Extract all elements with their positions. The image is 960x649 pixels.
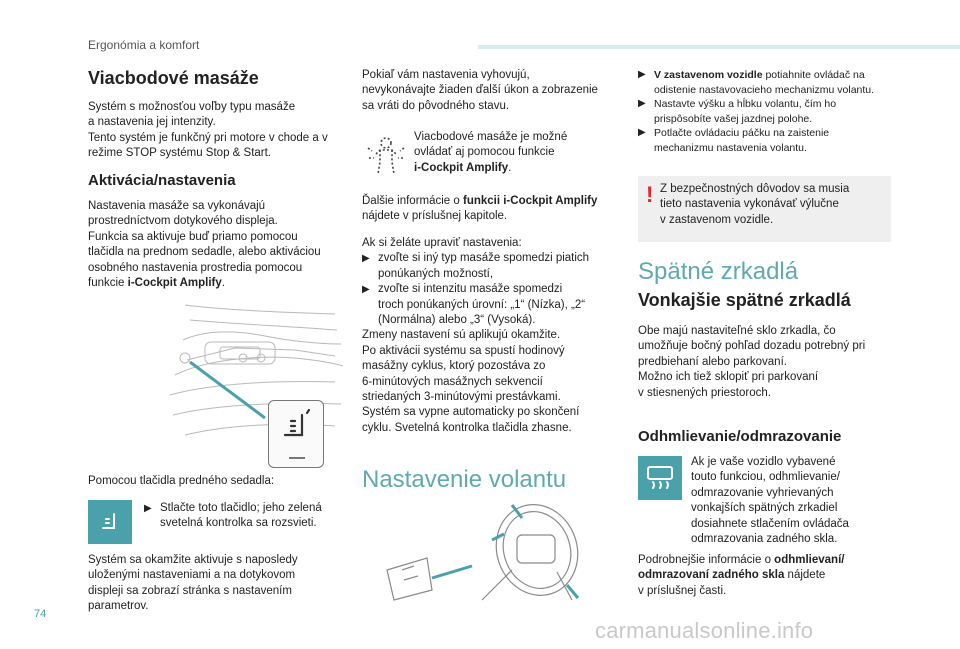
activation-result: Systém sa okamžite aktivuje s naposledy uloženými nastaveniami a na dotykovom displeji sa zobrazí stránka s nastavením parametrov. (88, 554, 298, 613)
amplify-note: Viacbodové masáže je možné ovládať aj pomocou funkcie i-Cockpit Amplify. (414, 131, 568, 174)
i-cockpit-amplify-icon (366, 134, 406, 178)
mirrors-text: Obe majú nastaviteľné sklo zrkadla, čo umožňuje bočný pohľad dozadu potrebný pri predbiehaní alebo parkovaní. Možno ich tiež sklopiť pri parkovaní v stiesnených priestoroch. (638, 325, 866, 399)
indicator-lamp (289, 457, 305, 459)
massage-title: Viacbodové masáže (88, 68, 259, 88)
mirrors-title: Spätné zrkadlá (638, 258, 799, 285)
settings-return-text: Pokiaľ vám nastavenia vyhovujú, nevykonávajte žiaden ďalší úkon a zobrazenie sa vráti do pôvodného stavu. (362, 69, 598, 112)
defrost-more-info: Podrobnejšie informácie o odhmlievaní/ odmrazovaní zadného skla nájdete v príslušnej časti. (638, 554, 845, 597)
defrost-title: Odhmlievanie/odmrazovanie (638, 428, 842, 445)
adjust-settings-text: Ak si želáte upraviť nastavenia: ▶ zvoľte si iný typ masáže spomedzi piatich ponúkaných možností, ▶ zvoľte si intenzitu masáže spomedzi troch ponúkaných úrovní: „1“ (Nízka), „2“ (Normálna) alebo „3“ (Vysoká). Zmeny nastavení sú aplikujú okamžite. Po aktivácii systému sa spustí hodinový masážny cyklus, ktorý pozostáva zo 6-minútových masážnych sekvencií striedaných 3-minútovými prestávkami. Systém sa vypne automaticky po skončení cyklu. Svetelná kontrolka tlačidla zhasne. (362, 237, 590, 434)
page-number: 74 (34, 608, 47, 620)
warning-icon: ! (646, 182, 654, 207)
safety-warning-text: Z bezpečnostných dôvodov sa musia tieto nastavenia vykonávať výlučne v zastavenom vozidle. (660, 183, 850, 226)
massage-intro: Systém s možnosťou voľby typu masáže a nastavenia jej intenzity. Tento systém je funkčný pri motore v chode a v režime STOP systému Stop & Start. (88, 101, 328, 160)
safety-warning-box (638, 176, 891, 242)
watermark: carmanualsonline.info (595, 618, 814, 643)
seat-button-icon-box (88, 500, 132, 544)
steering-steps: ▶ V zastavenom vozidle potiahnite ovládač na odistenie nastavovacieho mechanizmu volantu. ▶ Nastavte výšku a hĺbku volantu, čím ho prispôsobíte vašej jazdnej polohe. ▶ Potlačte ovládaciu páčku na zaistenie mechanizmu nastavenia volantu. (638, 69, 875, 154)
activation-title: Aktivácia/nastavenia (88, 172, 236, 189)
amplify-more-info: Ďalšie informácie o funkcii i-Cockpit Amplify nájdete v príslušnej kapitole. (362, 195, 598, 223)
defrost-text: Ak je vaše vozidlo vybavené touto funkciou, odhmlievanie/ odmrazovanie vyhrievaných vonkajších spätných zrkadiel dosiahnete stlačením ovládača odmrazovania zadného skla. (691, 456, 849, 546)
button-caption: Pomocou tlačidla predného sedadla: (88, 475, 275, 487)
steering-wheel-illustration (372, 500, 612, 608)
button-bullet: ▶ Stlačte toto tlačidlo; jeho zelená svetelná kontrolka sa rozsvieti. (144, 502, 322, 530)
defrost-icon-box (638, 456, 682, 500)
seat-massage-icon (95, 507, 125, 537)
seat-massage-icon (269, 401, 325, 451)
steering-title: Nastavenie volantu (362, 466, 567, 493)
activation-text: Nastavenia masáže sa vykonávajú prostredníctvom dotykového displeja. Funkcia sa aktivuje buď priamo pomocou tlačidla na prednom sedadle, alebo aktiváciou osobného nastavenia prostredia pomocou funkcie i-Cockpit Amplify. (88, 200, 321, 290)
seat-massage-button[interactable] (268, 400, 324, 468)
running-header: Ergonómia a komfort (88, 38, 200, 52)
exterior-mirrors-title: Vonkajšie spätné zrkadlá (638, 290, 851, 310)
header-rule (478, 45, 960, 49)
rear-defrost-icon (644, 462, 676, 494)
